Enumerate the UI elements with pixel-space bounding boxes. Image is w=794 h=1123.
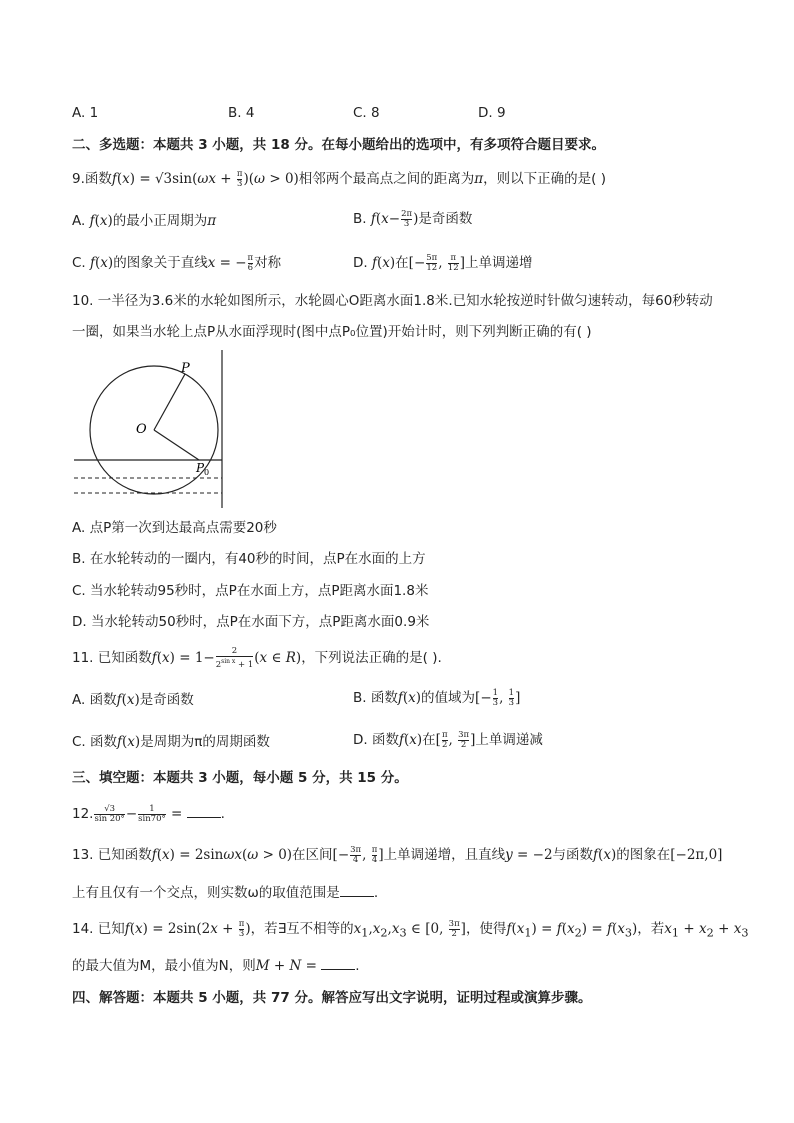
- q9-post: ，则以下正确的是( ): [483, 171, 606, 187]
- point-p0-label: P: [196, 461, 205, 475]
- prev-option-c: C. 8: [353, 105, 380, 121]
- prev-option-d: D. 9: [478, 105, 506, 121]
- q9-pre: 函数: [84, 171, 112, 187]
- q10-option-c: C. 当水轮转动95秒时，点P在水面上方，点P距离水面1.8米: [72, 583, 429, 599]
- point-p-label: P: [181, 361, 190, 376]
- q11-option-a: A. 函数f(x)是奇函数: [72, 692, 194, 708]
- q11-option-d: D. 函数f(x)在[ $\frac{\pi}{2}$ , $\frac{3\pi}{2}$ ]上单调递减: [353, 730, 543, 750]
- q9-option-b: B. f(x− $\frac{2\pi}{3}$ )是奇函数: [353, 209, 473, 229]
- q12-answer-blank[interactable]: [187, 805, 221, 818]
- q11-stem: 11. 已知函数f(x) = 1− $\frac{2}{2^{sin x} + 1}$ (x ∈ R)，下列说法正确的是( ).: [72, 646, 442, 670]
- q9-option-d: D. f(x)在[− $\frac{5\pi}{12}$ , $\frac{\pi}{12}$ ]上单调递增: [353, 253, 533, 273]
- q14-line2: 的最大值为M，最小值为N，则M + N = .: [72, 958, 360, 974]
- q9-stem: 9.函数f(x) = √3sin(ωx + $\frac{\pi}{3}$ )(ω > 0)相邻两个最高点之间的距离为π，则以下正确的是( ): [72, 169, 606, 189]
- section2-header: 二、多选题：本题共 3 小题，共 18 分。在每小题给出的选项中，有多项符合题目要求。: [72, 137, 605, 153]
- q9-option-c: C. f(x)的图象关于直线x = − $\frac{\pi}{6}$ 对称: [72, 253, 282, 273]
- prev-option-a: A. 1: [72, 105, 99, 121]
- q10-option-b: B. 在水轮转动的一圈内，有40秒的时间，点P在水面的上方: [72, 551, 426, 567]
- point-p0-subscript: 0: [204, 468, 210, 477]
- center-o-label: O: [136, 422, 147, 437]
- q10-option-d: D. 当水轮转动50秒时，点P在水面下方，点P距离水面0.9米: [72, 614, 430, 630]
- section3-header: 三、填空题：本题共 3 小题，每小题 5 分，共 15 分。: [72, 770, 408, 786]
- q9-mid: 相邻两个最高点之间的距离为: [298, 171, 475, 187]
- q11-option-b: B. 函数f(x)的值域为[− $\frac{1}{3}$ , $\frac{1}{3}$ ]: [353, 688, 521, 708]
- q14-line1: 14. 已知f(x) = 2sin(2x + $\frac{\pi}{3}$ )，若∃互不相等的$x_1,x_2,x_3$ ∈ [0, $\frac{3\pi}{2}$ ]，使得$f(x_1) = f(x_2) = f(x_3)$，若$x_1 + x_2 + x_3$: [72, 919, 749, 940]
- q9-number: 9.: [72, 171, 85, 187]
- q9-option-a: A. f(x)的最小正周期为π: [72, 213, 217, 229]
- q11-option-c: C. 函数f(x)是周期为π的周期函数: [72, 734, 270, 750]
- waterwheel-figure: [72, 348, 232, 510]
- q10-option-a: A. 点P第一次到达最高点需要20秒: [72, 520, 277, 536]
- q14-answer-blank[interactable]: [321, 957, 355, 970]
- q13-line1: 13. 已知函数f(x) = 2sinωx(ω > 0)在区间[− $\frac{3\pi}{4}$ , $\frac{\pi}{4}$ ]上单调递增，且直线y = −2与函数f(x)的图象在[−2π,0]: [72, 845, 723, 865]
- q10-line2: 一圈，如果当水轮上点P从水面浮现时(图中点P₀位置)开始计时，则下列判断正确的有( ): [72, 324, 592, 340]
- q13-line2: 上有且仅有一个交点，则实数ω的取值范围是 .: [72, 885, 379, 901]
- q12-stem: 12. $\frac{√3}{\sin 20^\circ}$ − $\frac{1}{\sin 70^\circ}$ = .: [72, 804, 225, 824]
- q10-line1: 10. 一半径为3.6米的水轮如图所示，水轮圆心O距离水面1.8米.已知水轮按逆时针做匀速转动，每60秒转动: [72, 293, 713, 309]
- q13-answer-blank[interactable]: [340, 884, 374, 897]
- section4-header: 四、解答题：本题共 5 小题，共 77 分。解答应写出文字说明，证明过程或演算步骤。: [72, 990, 592, 1006]
- prev-option-b: B. 4: [228, 105, 255, 121]
